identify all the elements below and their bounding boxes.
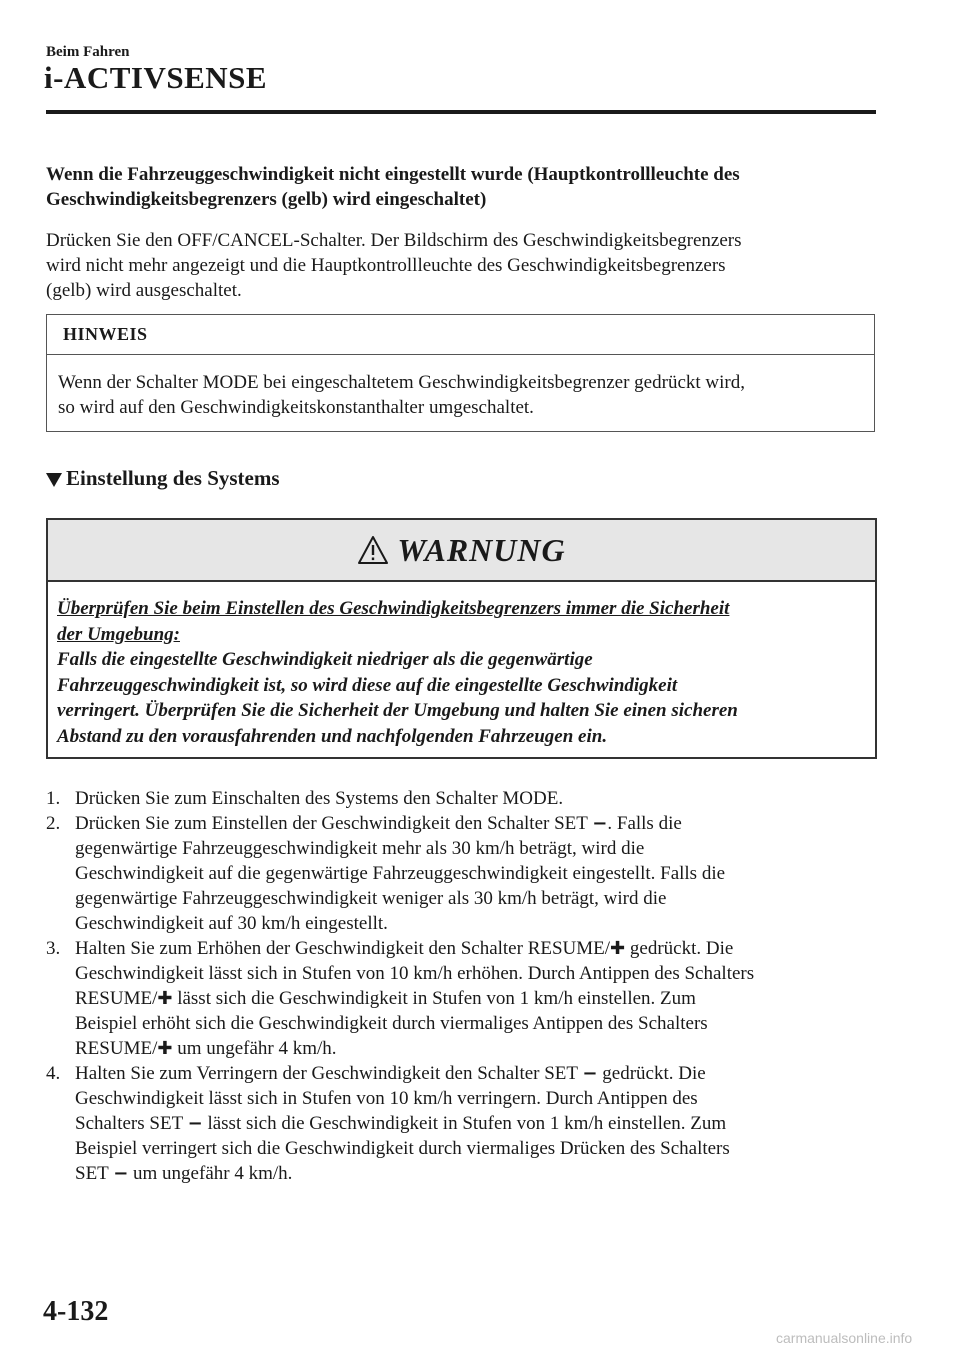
intro-body [46,228,876,303]
intro-heading-line: Wenn die Fahrzeuggeschwindigkeit nicht eingestellt wurde (Hauptkontrollleuchte des [46,164,740,185]
step-line: Geschwindigkeit lässt sich in Stufen von 10 km/h verringern. Durch Antippen des [75,1088,698,1109]
step-number: 1. [46,788,61,809]
step-text: RESUME/ [75,1038,158,1059]
note-label: HINWEIS [63,324,148,344]
step-text: Drücken Sie zum Einstellen der Geschwindigkeit den Schalter SET [75,813,593,834]
step-text: . Falls die [607,813,682,834]
step-text: RESUME/ [75,988,158,1009]
step-text: um ungefähr 4 km/h. [172,1038,337,1059]
step-line [75,936,896,961]
step-number: 2. [46,813,61,834]
minus-icon: − [592,813,608,834]
down-triangle-icon [46,473,62,487]
intro-heading [46,162,876,212]
plus-icon: ✚ [157,988,173,1009]
minus-icon: − [113,1163,129,1184]
warning-triangle-icon [357,535,389,565]
section-heading [46,466,280,491]
header-divider [46,110,876,114]
list-item [46,936,896,1061]
step-text: um ungefähr 4 km/h. [128,1163,293,1184]
plus-icon: ✚ [610,938,626,959]
step-text: gedrückt. Die [625,938,734,959]
note-line: Wenn der Schalter MODE bei eingeschaltetem Geschwindigkeitsbegrenzer gedrückt wird, [58,372,745,393]
warning-underlined-line: der Umgebung: [57,623,180,645]
minus-icon: − [187,1113,203,1134]
step-text: lässt sich die Geschwindigkeit in Stufen von 1 km/h einstellen. Zum [202,1113,727,1134]
warning-header [48,520,875,582]
warning-line: Falls die eingestellte Geschwindigkeit niedriger als die gegenwärtige [57,649,593,670]
section-label: Beim Fahren [46,44,130,60]
step-line: Geschwindigkeit auf 30 km/h eingestellt. [75,913,388,934]
note-header [47,315,874,355]
list-item [46,1061,896,1186]
warning-box [46,518,877,759]
step-text: SET [75,1163,114,1184]
list-item [46,786,896,811]
section-title: Einstellung des Systems [66,466,280,490]
step-line: Beispiel verringert sich die Geschwindigkeit durch viermaliges Drücken des Schalters [75,1138,730,1159]
step-text: Halten Sie zum Verringern der Geschwindigkeit den Schalter SET [75,1063,583,1084]
intro-body-line: wird nicht mehr angezeigt und die Hauptkontrollleuchte des Geschwindigkeitsbegrenzers [46,255,726,276]
step-number: 3. [46,938,61,959]
step-line [75,1111,896,1136]
page-number: 4-132 [43,1296,109,1327]
warning-line: Fahrzeuggeschwindigkeit ist, so wird diese auf die eingestellte Geschwindigkeit [57,674,678,696]
warning-line: Abstand zu den vorausfahrenden und nachfolgenden Fahrzeugen ein. [57,725,608,747]
step-text: Halten Sie zum Erhöhen der Geschwindigkeit den Schalter RESUME/ [75,938,611,959]
step-line [75,1036,896,1061]
intro-heading-line: Geschwindigkeitsbegrenzers (gelb) wird eingeschaltet) [46,189,487,210]
intro-body-line: (gelb) wird ausgeschaltet. [46,280,242,301]
watermark: carmanualsonline.info [776,1330,913,1346]
intro-body-line: Drücken Sie den OFF/CANCEL-Schalter. Der Bildschirm des Geschwindigkeitsbegrenzers [46,230,742,251]
steps-list [46,786,896,1186]
step-line: gegenwärtige Fahrzeuggeschwindigkeit mehr als 30 km/h beträgt, wird die [75,838,645,859]
step-text: gedrückt. Die [597,1063,706,1084]
note-body [58,370,745,420]
step-line: Geschwindigkeit auf die gegenwärtige Fahrzeuggeschwindigkeit eingestellt. Falls die [75,863,726,884]
step-number: 4. [46,1063,61,1084]
step-text: Schalters SET [75,1113,188,1134]
note-box [46,314,875,432]
warning-label: WARNUNG [397,531,566,568]
step-line [75,811,896,836]
warning-line: verringert. Überprüfen Sie die Sicherheit der Umgebung und halten Sie einen sicheren [57,700,738,721]
page-title: i-ACTIVSENSE [44,60,268,95]
step-line [75,986,896,1011]
step-text: lässt sich die Geschwindigkeit in Stufen von 1 km/h einstellen. Zum [172,988,696,1009]
step-line: Beispiel erhöht sich die Geschwindigkeit durch viermaliges Antippen des Schalters [75,1013,708,1034]
step-line: Geschwindigkeit lässt sich in Stufen von 10 km/h erhöhen. Durch Antippen des Schalters [75,963,755,984]
step-line: Drücken Sie zum Einschalten des Systems den Schalter MODE. [75,788,564,809]
warning-underlined-line: Überprüfen Sie beim Einstellen des Geschwindigkeitsbegrenzers immer die Sicherheit [57,598,730,619]
list-item [46,811,896,936]
minus-icon: − [582,1063,598,1084]
step-line: gegenwärtige Fahrzeuggeschwindigkeit weniger als 30 km/h beträgt, wird die [75,888,667,909]
note-line: so wird auf den Geschwindigkeitskonstanthalter umgeschaltet. [58,397,534,418]
step-line [75,1061,896,1086]
step-line [75,1161,896,1186]
warning-body [57,596,738,749]
plus-icon: ✚ [157,1038,173,1059]
